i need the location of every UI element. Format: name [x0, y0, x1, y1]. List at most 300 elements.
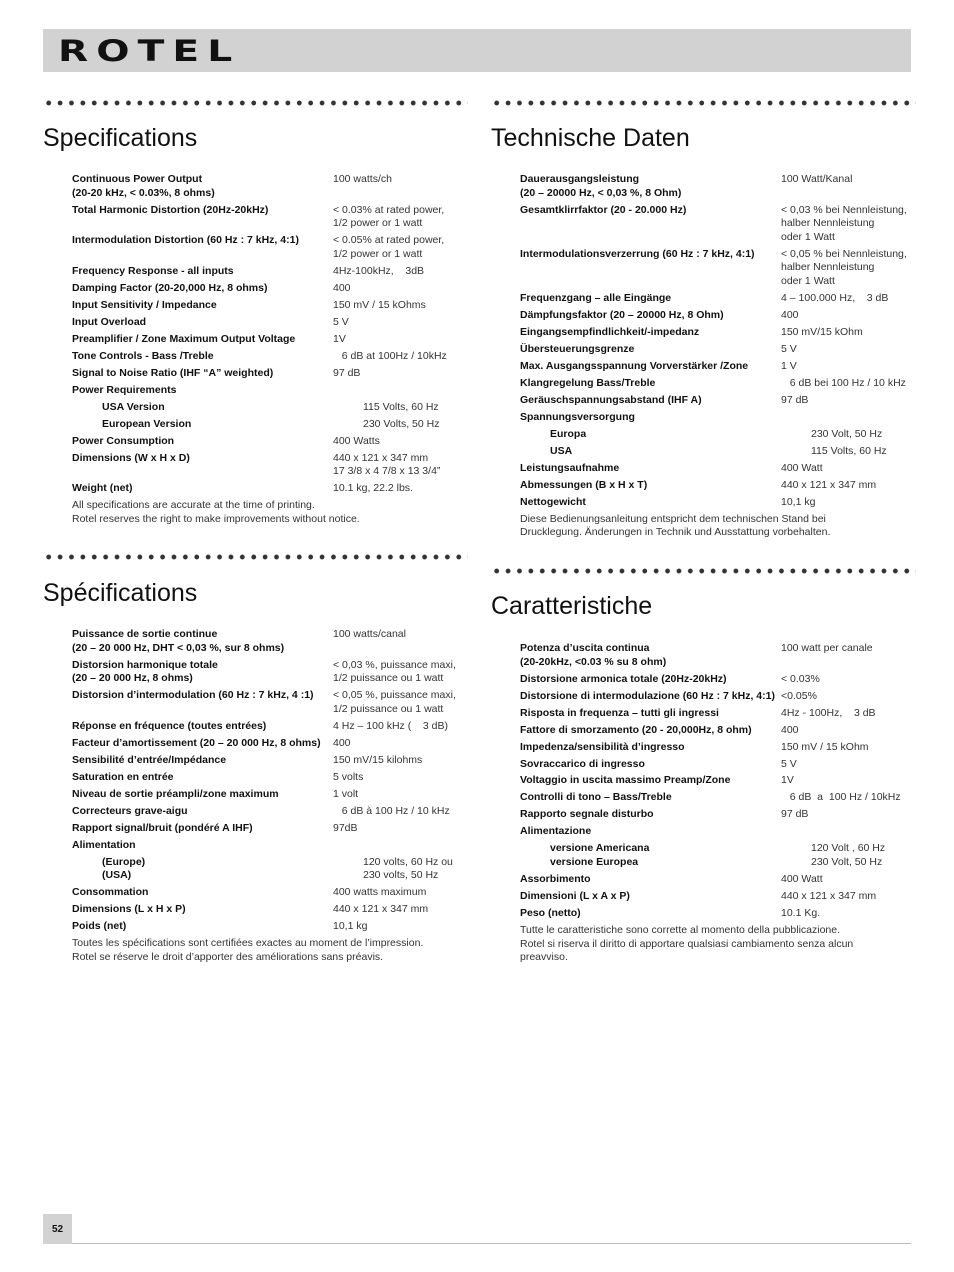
spec-row	[72, 886, 462, 900]
spec-note: Rotel si riserva il diritto di apportare qualsiasi cambiamento senza alcun	[520, 937, 854, 950]
spec-label-line: Consommation	[72, 886, 149, 899]
spec-value	[781, 642, 910, 669]
spec-label	[72, 350, 333, 364]
dotted-divider	[491, 99, 916, 107]
spec-label-line: Peso (netto)	[520, 906, 581, 919]
spec-label	[72, 805, 333, 819]
spec-value-line: 400	[781, 308, 799, 321]
spec-value-line: 150 mV/15 kilohms	[333, 753, 423, 766]
footer-rule	[72, 1243, 911, 1244]
spec-label	[72, 384, 333, 398]
spec-label-line: Signal to Noise Ratio (IHF “A” weighted)	[72, 366, 274, 379]
spec-value	[333, 689, 462, 716]
spec-row	[72, 282, 462, 296]
spec-value	[781, 690, 910, 704]
spec-table-en	[72, 173, 462, 526]
spec-row	[72, 204, 462, 231]
spec-value	[781, 462, 915, 476]
spec-value	[333, 173, 462, 200]
spec-value-line: 1 volt	[333, 787, 359, 800]
spec-label-line: versione Americana	[550, 842, 650, 855]
spec-value-line: 230 Volt, 50 Hz	[811, 856, 883, 869]
spec-value-line: 10,1 kg	[781, 495, 816, 508]
spec-row	[72, 903, 462, 917]
spec-note: preavviso.	[520, 951, 568, 964]
spec-value	[811, 445, 915, 459]
spec-label	[520, 248, 781, 289]
spec-row	[520, 394, 915, 408]
spec-value-line: < 0,05 % bei Nennleistung,	[781, 247, 907, 260]
spec-label	[72, 265, 333, 279]
spec-row	[520, 204, 915, 245]
spec-value-line: 440 x 121 x 347 mm	[333, 451, 429, 464]
spec-value-line	[333, 384, 462, 398]
spec-value-line: 400 Watt	[781, 461, 823, 474]
spec-label	[520, 842, 811, 869]
spec-value	[333, 350, 462, 364]
spec-value-line: 4Hz - 100Hz, 3 dB	[781, 706, 876, 719]
spec-label-line: (20 – 20 000 Hz, 8 ohms)	[72, 672, 193, 685]
spec-row	[72, 628, 462, 655]
spec-row	[72, 350, 462, 364]
spec-label-line: Leistungsaufnahme	[520, 461, 620, 474]
spec-label-line: Poids (net)	[72, 920, 127, 933]
spec-label-line: Geräuschspannungsabstand (IHF A)	[520, 393, 702, 406]
spec-value-line: 230 volts, 50 Hz	[363, 869, 439, 882]
spec-row	[72, 452, 462, 479]
spec-label	[520, 204, 781, 245]
spec-label	[72, 822, 333, 836]
spec-label	[520, 707, 781, 721]
spec-value	[781, 673, 910, 687]
spec-row	[520, 825, 910, 839]
spec-label-line: Alimentazione	[520, 825, 592, 838]
spec-label-line: Potenza d’uscita continua	[520, 642, 650, 654]
spec-label	[72, 771, 333, 785]
spec-value-line: 150 mV / 15 kOhm	[781, 740, 869, 753]
spec-label	[72, 401, 363, 415]
spec-value-line: oder 1 Watt	[781, 274, 835, 287]
spec-label-line: Dämpfungsfaktor (20 – 20000 Hz, 8 Ohm)	[520, 308, 724, 321]
spec-label	[520, 173, 781, 200]
spec-value	[333, 771, 462, 785]
spec-row	[520, 842, 910, 869]
spec-value-line: < 0.05% at rated power,	[333, 234, 445, 247]
spec-value	[333, 628, 462, 655]
spec-value-line: 5 V	[333, 315, 349, 328]
spec-row	[520, 248, 915, 289]
spec-label-line: (20-20kHz, <0.03 % su 8 ohm)	[520, 655, 667, 668]
spec-label	[72, 418, 363, 432]
spec-value-line: 4 – 100.000 Hz, 3 dB	[781, 291, 889, 304]
spec-value-line: <0.05%	[781, 689, 817, 702]
spec-label-line: Dauerausgangsleistung	[520, 173, 640, 185]
spec-label	[72, 788, 333, 802]
spec-row	[520, 428, 915, 442]
spec-row	[520, 724, 910, 738]
spec-label	[520, 907, 781, 921]
spec-label-line: Abmessungen (B x H x T)	[520, 478, 648, 491]
spec-label	[72, 452, 333, 479]
spec-row	[72, 265, 462, 279]
spec-row	[520, 411, 915, 425]
spec-value-line: 100 watts/ch	[333, 173, 392, 185]
spec-value	[333, 234, 462, 261]
spec-label-line: Alimentation	[72, 838, 136, 851]
spec-label-line: Tone Controls - Bass /Treble	[72, 349, 214, 362]
spec-value-line: 10.1 Kg.	[781, 906, 821, 919]
spec-value	[333, 903, 462, 917]
section-title-it: Caratteristiche	[491, 592, 653, 620]
spec-value	[781, 774, 910, 788]
spec-row	[72, 482, 462, 496]
spec-label-line: Total Harmonic Distortion (20Hz-20kHz)	[72, 203, 269, 216]
spec-label-line: Voltaggio in uscita massimo Preamp/Zone	[520, 774, 731, 787]
spec-value	[333, 333, 462, 347]
spec-value	[333, 788, 462, 802]
spec-row	[520, 445, 915, 459]
section-title-fr: Spécifications	[43, 579, 198, 607]
spec-row	[72, 234, 462, 261]
spec-label	[72, 659, 333, 686]
spec-value	[781, 496, 915, 510]
spec-row	[520, 309, 915, 323]
spec-label-line: Übersteuerungsgrenze	[520, 342, 635, 355]
spec-label-line: (20-20 kHz, < 0.03%, 8 ohms)	[72, 186, 215, 199]
spec-label	[72, 282, 333, 296]
spec-row	[520, 741, 910, 755]
spec-value-line: 6 dB at 100Hz / 10kHz	[333, 349, 447, 362]
spec-table-de	[520, 173, 915, 540]
spec-value-line: 97 dB	[333, 366, 361, 379]
spec-value-line: 100 watt per canale	[781, 642, 873, 654]
spec-label	[72, 737, 333, 751]
spec-value-line: 4Hz-100kHz, 3dB	[333, 264, 425, 277]
spec-row	[72, 771, 462, 785]
spec-value-line: 97 dB	[781, 393, 809, 406]
page-number: 52	[51, 1224, 64, 1235]
spec-value	[781, 724, 910, 738]
spec-value	[811, 842, 910, 869]
spec-value-line: 120 volts, 60 Hz ou	[363, 855, 453, 868]
spec-value	[333, 204, 462, 231]
spec-label-line: Réponse en fréquence (toutes entrées)	[72, 719, 267, 732]
spec-value-line: 1/2 puissance ou 1 watt	[333, 672, 444, 685]
spec-value	[333, 839, 462, 853]
spec-value	[781, 292, 915, 306]
spec-label-line: Power Consumption	[72, 434, 175, 447]
spec-label	[520, 673, 781, 687]
spec-value	[781, 377, 915, 391]
spec-label	[520, 890, 781, 904]
spec-label-line: Distorsione di intermodulazione (60 Hz : 7 kHz, 4:1)	[520, 689, 775, 702]
spec-label-line: Risposta in frequenza – tutti gli ingressi	[520, 706, 719, 719]
spec-note: All specifications are accurate at the time of printing.	[72, 499, 315, 512]
spec-label	[520, 642, 781, 669]
spec-label	[72, 435, 333, 449]
spec-value	[333, 316, 462, 330]
spec-label	[520, 428, 811, 442]
spec-value-line: 97 dB	[781, 808, 809, 821]
spec-row	[520, 496, 915, 510]
spec-label-line: Saturation en entrée	[72, 770, 174, 783]
spec-label-line: Intermodulation Distortion (60 Hz : 7 kHz, 4:1)	[72, 234, 299, 247]
spec-row	[72, 384, 462, 398]
spec-value	[333, 367, 462, 381]
spec-label-line: Dimensions (W x H x D)	[72, 451, 190, 464]
spec-value-line: 5 volts	[333, 770, 364, 783]
spec-row	[520, 326, 915, 340]
spec-row	[72, 805, 462, 819]
spec-label	[72, 886, 333, 900]
spec-value-line: 400 watts maximum	[333, 886, 427, 899]
spec-value-line: 10.1 kg, 22.2 lbs.	[333, 482, 413, 495]
spec-label	[520, 326, 781, 340]
spec-label	[520, 292, 781, 306]
spec-label-line: Distorsione armonica totale (20Hz-20kHz)	[520, 672, 727, 685]
spec-row	[520, 808, 910, 822]
spec-value-line: 400 Watts	[333, 434, 380, 447]
spec-label	[520, 774, 781, 788]
spec-value-line: 400	[333, 736, 351, 749]
spec-label-line: (USA)	[102, 869, 132, 882]
spec-row	[520, 758, 910, 772]
dotted-divider	[43, 99, 468, 107]
spec-label-line: Fattore di smorzamento (20 - 20,000Hz, 8 ohm)	[520, 723, 752, 736]
spec-value	[781, 907, 910, 921]
spec-label-line: Dimensions (L x H x P)	[72, 903, 186, 916]
spec-row	[72, 689, 462, 716]
spec-label-line: Input Sensitivity / Impedance	[72, 298, 217, 311]
spec-value	[333, 720, 462, 734]
spec-value-line: 120 Volt , 60 Hz	[811, 842, 886, 855]
spec-label	[72, 628, 333, 655]
spec-value	[781, 411, 915, 425]
spec-row	[72, 720, 462, 734]
spec-row	[72, 418, 462, 432]
spec-label	[520, 808, 781, 822]
spec-value-line: < 0,05 %, puissance maxi,	[333, 689, 456, 702]
spec-label	[72, 920, 333, 934]
spec-value-line: oder 1 Watt	[781, 230, 835, 243]
spec-value-line: < 0.03%	[781, 672, 820, 685]
spec-value-line	[333, 839, 462, 853]
spec-row	[72, 316, 462, 330]
spec-label-line: Preamplifier / Zone Maximum Output Voltage	[72, 332, 296, 345]
page-number-box	[43, 1214, 72, 1244]
spec-label-line: Input Overload	[72, 315, 147, 328]
spec-label-line: Correcteurs grave-aigu	[72, 804, 188, 817]
spec-value-line: 17 3/8 x 4 7/8 x 13 3/4”	[333, 465, 441, 478]
spec-value-line: 115 Volts, 60 Hz	[363, 400, 439, 413]
dotted-divider	[43, 553, 468, 561]
spec-value	[781, 204, 915, 245]
spec-note: Drucklegung. Änderungen in Technik und Ausstattung vorbehalten.	[520, 526, 831, 539]
spec-value	[333, 299, 462, 313]
spec-value	[781, 791, 910, 805]
spec-value	[333, 265, 462, 279]
spec-value-line: 1/2 power or 1 watt	[333, 217, 423, 230]
spec-value-line: 440 x 121 x 347 mm	[781, 478, 877, 491]
spec-row	[520, 343, 915, 357]
header-bar	[43, 29, 911, 72]
spec-value-line: 230 Volt, 50 Hz	[811, 427, 883, 440]
spec-table-fr	[72, 628, 462, 964]
spec-value	[333, 435, 462, 449]
spec-value	[781, 808, 910, 822]
spec-label-line: Rapport signal/bruit (pondéré A IHF)	[72, 821, 253, 834]
spec-label-line: Klangregelung Bass/Treble	[520, 376, 656, 389]
spec-label	[520, 309, 781, 323]
spec-label-line: Europa	[550, 427, 587, 440]
spec-row	[72, 173, 462, 200]
spec-label-line: Puissance de sortie continue	[72, 628, 218, 640]
spec-row	[72, 822, 462, 836]
spec-value	[781, 873, 910, 887]
spec-label	[520, 479, 781, 493]
spec-label	[520, 791, 781, 805]
spec-label	[72, 316, 333, 330]
spec-value-line: 150 mV/15 kOhm	[781, 325, 863, 338]
spec-label	[520, 462, 781, 476]
spec-row	[520, 873, 910, 887]
spec-label	[72, 367, 333, 381]
spec-row	[72, 659, 462, 686]
spec-value	[781, 825, 910, 839]
spec-row	[72, 333, 462, 347]
spec-value	[781, 326, 915, 340]
spec-label-line: Spannungsversorgung	[520, 410, 635, 423]
spec-row	[72, 401, 462, 415]
spec-value-line	[781, 411, 915, 425]
spec-label-line: Sensibilité d’entrée/Impédance	[72, 753, 227, 766]
spec-value-line: 1V	[333, 332, 346, 345]
spec-label-line: Niveau de sortie préampli/zone maximum	[72, 787, 279, 800]
spec-row	[520, 690, 910, 704]
spec-label	[72, 754, 333, 768]
spec-label-line: (20 – 20 000 Hz, DHT < 0,03 %, sur 8 ohms)	[72, 641, 285, 654]
spec-row	[520, 377, 915, 391]
spec-value	[333, 886, 462, 900]
spec-value-line: 5 V	[781, 342, 797, 355]
spec-value-line: < 0.03% at rated power,	[333, 203, 445, 216]
spec-value	[333, 384, 462, 398]
spec-row	[520, 642, 910, 669]
section-title-en: Specifications	[43, 124, 198, 152]
spec-label	[72, 720, 333, 734]
spec-value	[781, 707, 910, 721]
spec-value	[781, 309, 915, 323]
spec-label	[520, 825, 781, 839]
spec-label-line: versione Europea	[550, 856, 639, 869]
spec-label-line: Facteur d’amortissement (20 – 20 000 Hz, 8 ohms)	[72, 736, 321, 749]
spec-label	[72, 839, 333, 853]
rotel-logo: ROTEL	[58, 34, 241, 68]
spec-label-line: (20 – 20000 Hz, < 0,03 %, 8 Ohm)	[520, 186, 682, 199]
spec-value-line: 5 V	[781, 757, 797, 770]
spec-value	[333, 452, 462, 479]
spec-note: Toutes les spécifications sont certifiées exactes au moment de l’impression.	[72, 937, 424, 950]
spec-value	[333, 482, 462, 496]
spec-label	[520, 445, 811, 459]
spec-value	[333, 920, 462, 934]
spec-note: Rotel reserves the right to make improvements without notice.	[72, 512, 360, 525]
spec-label-line: Dimensioni (L x A x P)	[520, 889, 630, 902]
spec-row	[72, 754, 462, 768]
spec-value-line: 97dB	[333, 821, 358, 834]
spec-row	[72, 435, 462, 449]
spec-row	[72, 856, 462, 883]
spec-label	[520, 496, 781, 510]
spec-label-line: Assorbimento	[520, 873, 591, 885]
spec-value	[333, 737, 462, 751]
spec-value	[363, 401, 462, 415]
spec-row	[520, 774, 910, 788]
spec-value	[781, 343, 915, 357]
spec-label	[72, 856, 363, 883]
spec-label	[520, 741, 781, 755]
spec-label-line: Intermodulationsverzerrung (60 Hz : 7 kHz, 4:1)	[520, 247, 755, 260]
spec-label	[520, 690, 781, 704]
dotted-divider	[491, 567, 916, 575]
spec-note: Rotel se réserve le droit d’apporter des améliorations sans préavis.	[72, 950, 384, 963]
spec-value	[781, 890, 910, 904]
spec-label	[72, 903, 333, 917]
spec-label	[72, 234, 333, 261]
spec-row	[520, 673, 910, 687]
spec-label-line: Frequenzgang – alle Eingänge	[520, 291, 672, 304]
spec-row	[520, 907, 910, 921]
spec-label	[520, 394, 781, 408]
spec-label-line: Damping Factor (20-20,000 Hz, 8 ohms)	[72, 281, 268, 294]
spec-value-line: 400	[781, 723, 799, 736]
spec-label-line: Power Requirements	[72, 383, 177, 396]
spec-value-line: 400 Watt	[781, 873, 823, 885]
spec-value-line: 115 Volts, 60 Hz	[811, 444, 887, 457]
spec-label	[520, 360, 781, 374]
spec-value-line: 6 dB bei 100 Hz / 10 kHz	[781, 376, 906, 389]
spec-value-line: < 0,03 % bei Nennleistung,	[781, 203, 907, 216]
spec-label-line: Gesamtklirrfaktor (20 - 20.000 Hz)	[520, 203, 687, 216]
spec-label-line: Controlli di tono – Bass/Treble	[520, 791, 672, 804]
section-title-de: Technische Daten	[491, 124, 690, 152]
spec-value	[363, 856, 462, 883]
spec-value-line: 440 x 121 x 347 mm	[333, 903, 429, 916]
spec-table-it	[520, 642, 910, 965]
spec-label	[72, 173, 333, 200]
spec-value	[333, 282, 462, 296]
spec-value	[333, 822, 462, 836]
spec-row	[520, 791, 910, 805]
spec-row	[72, 367, 462, 381]
spec-value	[781, 248, 915, 289]
spec-note: Tutte le caratteristiche sono corrette al momento della pubblicazione.	[520, 923, 841, 936]
spec-label	[72, 689, 333, 716]
spec-value-line: 100 Watt/Kanal	[781, 173, 853, 185]
spec-label	[520, 343, 781, 357]
spec-label-line: Distorsion d’intermodulation (60 Hz : 7 kHz, 4 :1)	[72, 689, 314, 702]
spec-label-line: USA	[550, 444, 573, 457]
spec-label	[520, 377, 781, 391]
spec-value-line: 100 watts/canal	[333, 628, 406, 640]
spec-value-line: 1V	[781, 774, 794, 787]
spec-row	[520, 360, 915, 374]
spec-value-line: < 0,03 %, puissance maxi,	[333, 658, 456, 671]
spec-label-line: Nettogewicht	[520, 495, 586, 508]
spec-label-line: Weight (net)	[72, 482, 133, 495]
spec-value-line: 230 Volts, 50 Hz	[363, 417, 440, 430]
spec-value-line: 1/2 power or 1 watt	[333, 247, 423, 260]
